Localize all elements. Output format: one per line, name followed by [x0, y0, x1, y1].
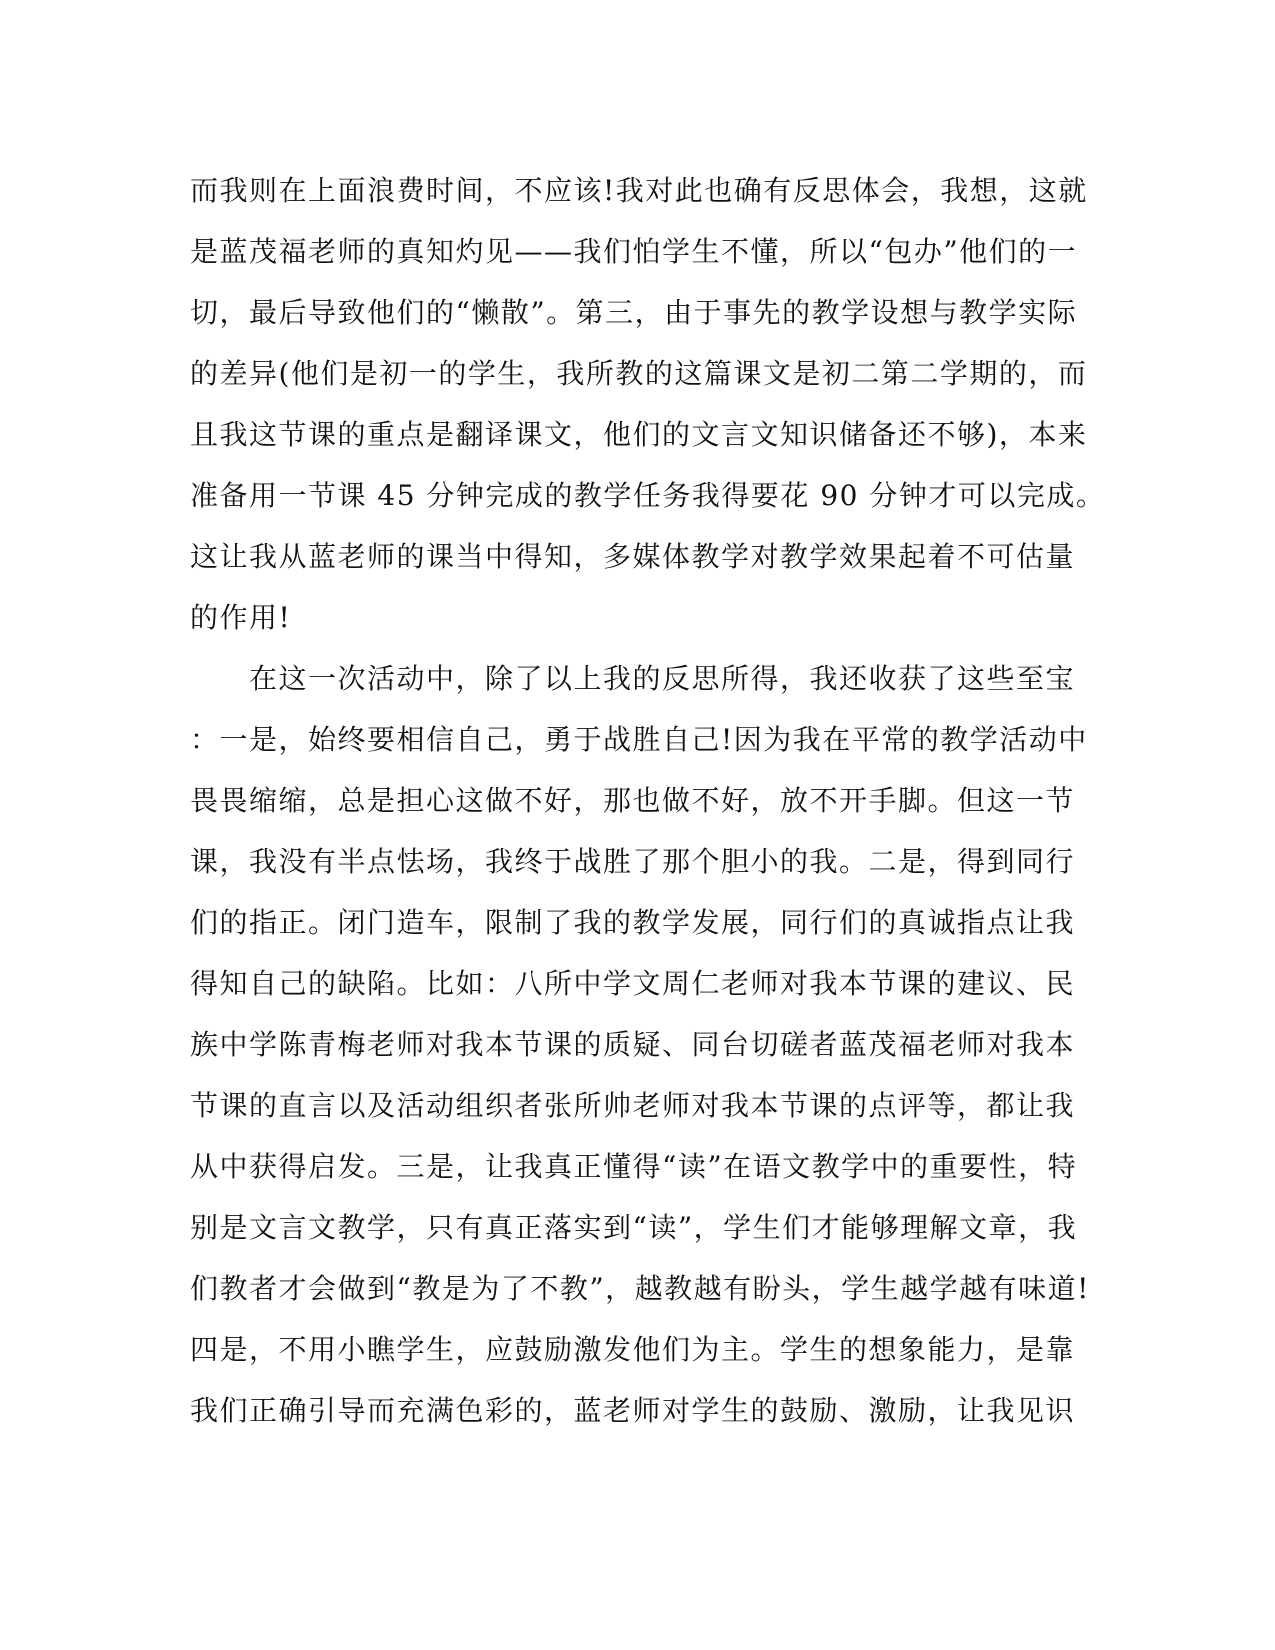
text-line: 而我则在上面浪费时间，不应该!我对此也确有反思体会，我想，这就 — [190, 174, 1088, 207]
text-line: 的作用! — [190, 601, 292, 634]
text-line: 我们正确引导而充满色彩的，蓝老师对学生的鼓励、激励，让我见识 — [190, 1394, 1076, 1427]
text-line: 从中获得启发。三是，让我真正懂得“读”在语文教学中的重要性，特 — [190, 1150, 1078, 1183]
text-line: 得知自己的缺陷。比如：八所中学文周仁老师对我本节课的建议、民 — [190, 967, 1076, 1000]
text-line: 别是文言文教学，只有真正落实到“读”，学生们才能够理解文章，我 — [190, 1211, 1078, 1244]
text-line: 准备用一节课 45 分钟完成的教学任务我得要花 90 分钟才可以完成。 — [190, 479, 1106, 512]
text-line: 畏畏缩缩，总是担心这做不好，那也做不好，放不开手脚。但这一节 — [190, 784, 1076, 817]
text-line: ：一是，始终要相信自己，勇于战胜自己!因为我在平常的教学活动中 — [190, 723, 1088, 756]
text-line: 四是，不用小瞧学生，应鼓励激发他们为主。学生的想象能力，是靠 — [190, 1333, 1076, 1366]
text-line: 们的指正。闭门造车，限制了我的教学发展，同行们的真诚指点让我 — [190, 906, 1076, 939]
text-line: 切，最后导致他们的“懒散”。第三，由于事先的教学设想与教学实际 — [190, 296, 1078, 329]
text-line: 这让我从蓝老师的课当中得知，多媒体教学对教学效果起着不可估量 — [190, 540, 1076, 573]
text-line: 课，我没有半点怯场，我终于战胜了那个胆小的我。二是，得到同行 — [190, 845, 1076, 878]
text-line: 族中学陈青梅老师对我本节课的质疑、同台切磋者蓝茂福老师对我本 — [190, 1028, 1076, 1061]
text-line: 在这一次活动中，除了以上我的反思所得，我还收获了这些至宝 — [190, 662, 1076, 695]
body-text — [190, 160, 1106, 1441]
text-line: 们教者才会做到“教是为了不教”，越教越有盼头，学生越学越有味道! — [190, 1272, 1090, 1305]
text-line: 且我这节课的重点是翻译课文，他们的文言文知识储备还不够)，本来 — [190, 418, 1088, 451]
text-line: 是蓝茂福老师的真知灼见——我们怕学生不懂，所以“包办”他们的一 — [190, 235, 1078, 268]
text-line: 节课的直言以及活动组织者张所帅老师对我本节课的点评等，都让我 — [190, 1089, 1076, 1122]
text-line: 的差异(他们是初一的学生，我所教的这篇课文是初二第二学期的，而 — [190, 357, 1088, 390]
